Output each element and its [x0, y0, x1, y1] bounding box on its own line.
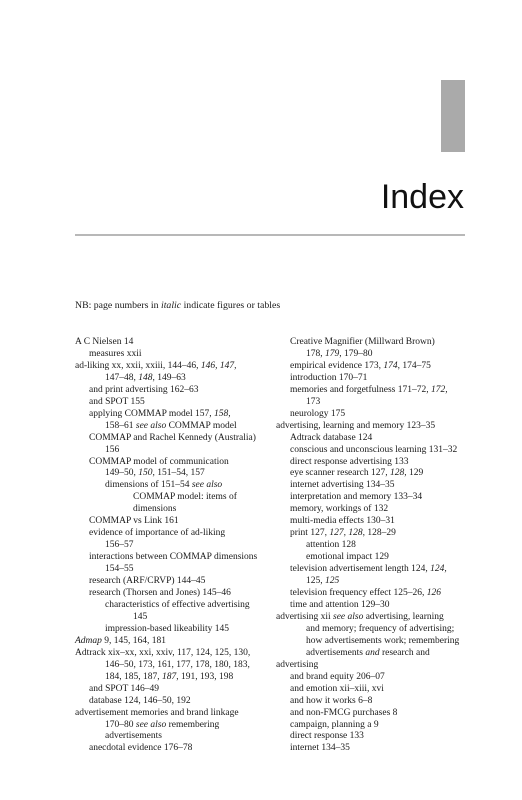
index-entry-italic: 174: [383, 360, 398, 371]
index-entry: [75, 731, 285, 743]
index-entry-text: Adtrack xix–xx, xxi, xxiv, 117, 124, 125, 130,: [75, 647, 251, 658]
index-entry: [75, 636, 285, 648]
index-entry-text: COMMAP model of communication: [89, 456, 229, 467]
index-entry-italic: 146, 147,: [200, 360, 237, 371]
index-entry-text: A C Nielsen 14: [75, 337, 134, 347]
index-entry-italic: 127, 128: [329, 528, 363, 539]
index-entry: [276, 588, 476, 600]
index-entry: [75, 696, 285, 708]
index-entry-text: dimensions: [133, 504, 177, 515]
index-entry: [75, 445, 285, 457]
index-entry-text: , 174–75: [397, 360, 431, 371]
index-entry: [276, 468, 476, 480]
index-entry-text: anecdotal evidence 176–78: [89, 743, 193, 754]
index-entry-italic: see also: [135, 420, 167, 431]
index-entry: [75, 492, 285, 504]
index-entry: [276, 373, 476, 385]
note-text-after: indicate figures or tables: [181, 300, 281, 311]
index-entry-text: direct response advertising 133: [290, 456, 409, 467]
index-column-left: [75, 337, 285, 755]
index-entry: [75, 564, 285, 576]
index-entry: [276, 552, 476, 564]
index-entry: [276, 648, 476, 660]
index-entry-italic: 126: [426, 588, 441, 599]
index-entry-italic: and: [365, 647, 380, 658]
index-entry: [276, 708, 476, 720]
index-entry: [75, 708, 285, 720]
index-entry: [75, 720, 285, 732]
index-entry-italic: 150: [138, 468, 153, 479]
index-entry: [276, 636, 476, 648]
index-entry-italic: 158,: [214, 408, 231, 419]
index-entry-text: and emotion xii–xiii, xvi: [290, 683, 384, 694]
index-entry: [75, 397, 285, 409]
index-entry: [75, 684, 285, 696]
index-entry-text: interactions between COMMAP dimensions: [89, 552, 258, 563]
index-entry-text: , 179–80: [339, 348, 373, 359]
index-entry: [276, 672, 476, 684]
index-entry-text: television frequency effect 125–26,: [290, 588, 427, 599]
index-entry-text: how advertisements work; remembering: [306, 635, 460, 646]
index-entry: [75, 660, 285, 672]
index-entry-text: 156: [105, 444, 120, 455]
index-entry-text: 170–80: [105, 719, 136, 730]
index-entry: [276, 696, 476, 708]
index-entry-text: emotional impact 129: [306, 552, 389, 563]
index-entry-italic: Admap: [75, 635, 102, 646]
index-entry-text: 156–57: [105, 540, 134, 551]
index-entry-text: advertisements: [306, 647, 366, 658]
index-entry-text: attention 128: [306, 540, 356, 551]
index-entry-text: internet advertising 134–35: [290, 480, 395, 491]
index-entry: [75, 421, 285, 433]
title-rule: [75, 234, 465, 236]
index-entry-italic: 187: [162, 671, 177, 682]
index-entry: [75, 504, 285, 516]
index-entry-text: COMMAP vs Link 161: [89, 516, 179, 527]
index-entry-text: television advertisement length 124,: [290, 564, 431, 575]
index-entry-text: empirical evidence 173,: [290, 360, 384, 371]
index-entry-text: ad-liking xx, xxii, xxiii, 144–46,: [75, 360, 201, 371]
index-entry: [75, 612, 285, 624]
index-note: [75, 300, 280, 311]
index-entry: [276, 564, 476, 576]
index-entry-text: 178,: [306, 348, 325, 359]
index-entry: [276, 624, 476, 636]
index-entry-text: COMMAP model: [166, 420, 237, 431]
index-entry-text: and non-FMCG purchases 8: [290, 707, 398, 718]
index-entry-text: evidence of importance of ad-liking: [89, 528, 226, 539]
index-entry-text: applying COMMAP model 157,: [89, 408, 214, 419]
index-entry-text: multi-media effects 130–31: [290, 516, 395, 527]
index-entry: [276, 504, 476, 516]
index-entry-text: time and attention 129–30: [290, 599, 390, 610]
index-entry: [276, 349, 476, 361]
index-entry-text: , 151–54, 157: [152, 468, 205, 479]
index-entry-italic: 179: [325, 348, 340, 359]
index-entry-italic: 128,: [389, 468, 407, 479]
page-title: Index: [380, 178, 464, 216]
index-entry: [276, 516, 476, 528]
index-entry: [276, 576, 476, 588]
index-entry-text: , 191, 193, 198: [176, 671, 234, 682]
index-entry-text: memory, workings of 132: [290, 504, 389, 515]
index-entry: [75, 540, 285, 552]
index-entry-italic: 172,: [430, 384, 448, 395]
index-entry: [276, 421, 476, 433]
index-entry-text: measures xxii: [89, 348, 142, 359]
index-entry: [75, 672, 285, 684]
index-entry-text: campaign, planning a 9: [290, 719, 379, 730]
index-entry-text: , 128–29: [362, 528, 396, 539]
index-entry: [276, 409, 476, 421]
index-entry-text: neurology 175: [290, 408, 346, 419]
index-entry-text: advertising, learning: [363, 611, 444, 622]
index-entry: [75, 743, 285, 755]
index-entry: [75, 373, 285, 385]
index-entry: [276, 385, 476, 397]
index-entry: [276, 612, 476, 624]
index-entry-text: direct response 133: [290, 731, 364, 742]
index-entry-text: and print advertising 162–63: [89, 384, 199, 395]
index-entry-text: database 124, 146–50, 192: [89, 695, 191, 706]
index-entry: [75, 457, 285, 469]
index-entry-text: and SPOT 146–49: [89, 683, 160, 694]
index-entry-text: advertising, learning and memory 123–35: [276, 420, 436, 431]
index-entry-text: research (Thorsen and Jones) 145–46: [89, 588, 231, 599]
index-entry: [276, 397, 476, 409]
index-entry-text: memories and forgetfulness 171–72,: [290, 384, 431, 395]
note-text-before: NB: page numbers in: [75, 300, 161, 311]
index-entry: [276, 731, 476, 743]
index-entry-text: and how it works 6–8: [290, 695, 373, 706]
index-entry: [75, 337, 285, 349]
index-entry: [75, 588, 285, 600]
index-entry-text: 145: [133, 611, 148, 622]
index-entry: [75, 480, 285, 492]
index-entry-text: Creative Magnifier (Millward Brown): [290, 337, 435, 347]
index-entry-text: 158–61: [105, 420, 136, 431]
index-entry-text: impression-based likeability 145: [105, 623, 230, 634]
index-entry: [75, 433, 285, 445]
index-entry-text: research and: [379, 647, 430, 658]
index-entry-text: 146–50, 173, 161, 177, 178, 180, 183,: [105, 659, 250, 670]
index-entry-italic: 125: [325, 576, 340, 587]
index-entry-text: 154–55: [105, 564, 134, 575]
index-entry-text: 149–50,: [105, 468, 139, 479]
index-entry: [276, 660, 476, 672]
index-entry: [276, 457, 476, 469]
index-entry-text: introduction 170–71: [290, 372, 368, 383]
index-entry-text: print 127,: [290, 528, 330, 539]
index-entry: [75, 468, 285, 480]
index-entry-text: 129: [406, 468, 424, 479]
index-entry: [75, 552, 285, 564]
index-entry-text: 147–48,: [105, 372, 139, 383]
index-entry-text: remembering: [166, 719, 220, 730]
index-entry: [75, 409, 285, 421]
index-entry-text: and SPOT 155: [89, 396, 145, 407]
index-entry: [276, 433, 476, 445]
index-entry-text: COMMAP and Rachel Kennedy (Australia): [89, 432, 256, 443]
index-entry: [276, 540, 476, 552]
index-entry: [75, 600, 285, 612]
index-entry: [276, 492, 476, 504]
index-entry: [75, 624, 285, 636]
index-entry-text: Adtrack database 124: [290, 432, 373, 443]
index-entry-text: advertising: [276, 659, 319, 670]
index-entry: [75, 576, 285, 588]
index-entry-text: 9, 145, 164, 181: [101, 635, 167, 646]
index-entry: [276, 337, 476, 349]
index-entry-text: 125,: [306, 576, 325, 587]
index-entry-text: and brand equity 206–07: [290, 671, 385, 682]
index-entry: [75, 361, 285, 373]
index-entry: [75, 349, 285, 361]
index-entry-text: interpretation and memory 133–34: [290, 492, 423, 503]
index-entry-italic: see also: [135, 719, 167, 730]
index-entry-italic: see also: [333, 611, 364, 622]
index-entry-text: advertisement memories and brand linkage: [75, 707, 239, 718]
index-entry: [75, 385, 285, 397]
index-entry: [75, 516, 285, 528]
index-entry: [75, 648, 285, 660]
index-entry: [276, 361, 476, 373]
index-entry: [276, 684, 476, 696]
index-entry-text: characteristics of effective advertising: [105, 599, 250, 610]
index-entry: [276, 528, 476, 540]
index-entry-italic: see also: [191, 480, 223, 491]
index-entry-text: dimensions of 151–54: [105, 480, 192, 491]
index-entry-text: 184, 185, 187,: [105, 671, 162, 682]
index-entry-text: eye scanner research 127,: [290, 468, 390, 479]
index-entry-text: research (ARF/CRVP) 144–45: [89, 576, 206, 587]
index-entry: [276, 445, 476, 457]
chapter-tab-marker: [441, 80, 465, 152]
index-entry-text: conscious and unconscious learning 131–32: [290, 444, 458, 455]
index-entry: [276, 600, 476, 612]
index-entry-text: 173: [306, 396, 321, 407]
index-entry-text: internet 134–35: [290, 743, 350, 754]
index-entry-text: advertisements: [105, 731, 162, 742]
index-entry: [276, 743, 476, 755]
index-entry-italic: 124,: [430, 564, 447, 575]
index-entry: [75, 528, 285, 540]
index-column-right: [276, 337, 476, 755]
note-italic-word: italic: [160, 300, 182, 311]
index-entry-text: , 149–63: [152, 372, 186, 383]
index-entry-text: COMMAP model: items of: [133, 492, 237, 503]
index-entry: [276, 480, 476, 492]
index-entry: [276, 720, 476, 732]
index-entry-text: advertising xii: [276, 611, 333, 622]
index-entry-italic: 148: [138, 372, 153, 383]
index-entry-text: and memory; frequency of advertising;: [306, 623, 455, 634]
